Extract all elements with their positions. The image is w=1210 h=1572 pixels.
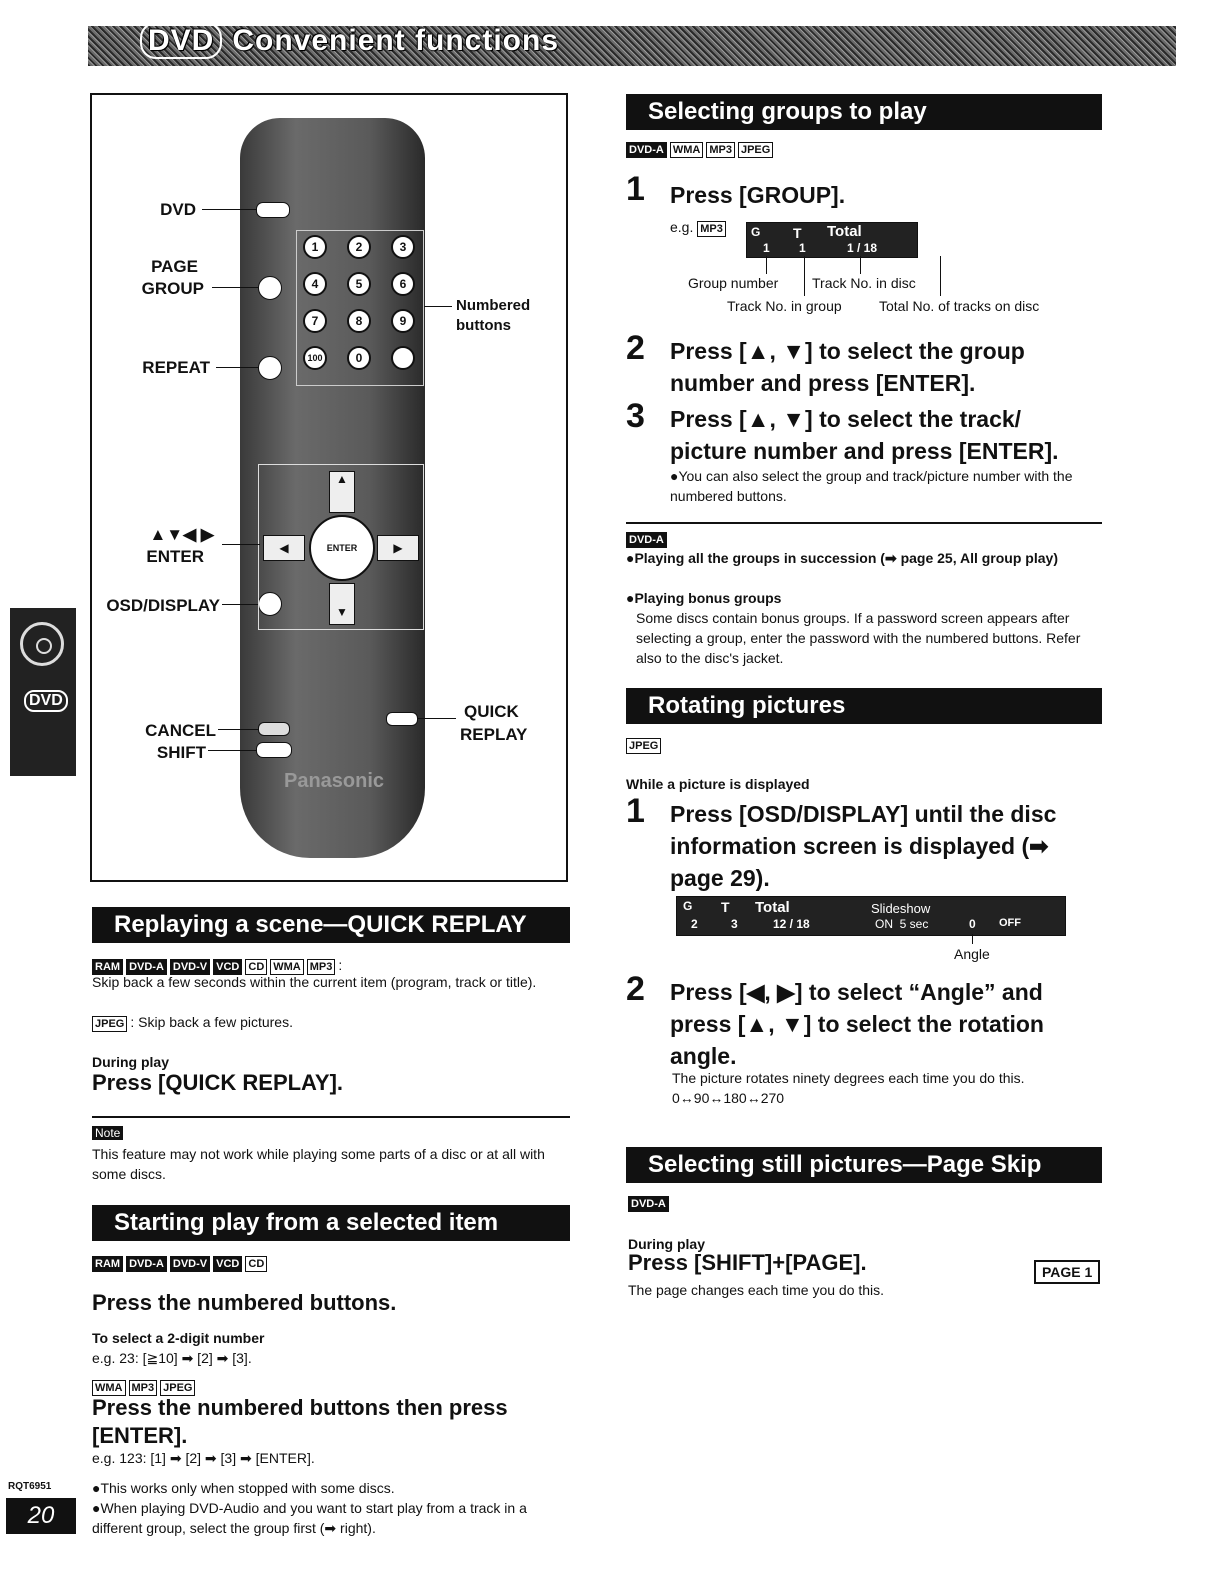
dvd-button[interactable] (256, 202, 290, 218)
number-button-5[interactable]: 5 (347, 272, 371, 296)
tag-cd: CD (245, 1256, 267, 1272)
start-play-tags (92, 1252, 270, 1272)
leader-cancel (218, 729, 258, 730)
label-numbered-2: buttons (456, 317, 511, 334)
page-skip-press: Press [SHIFT]+[PAGE]. (628, 1250, 867, 1275)
leader-track-disc (860, 256, 861, 274)
groups-step3: Press [▲, ▼] to select the track/ picture number and press [ENTER]. (670, 406, 1059, 464)
groups-eg (670, 217, 729, 237)
label-osd: OSD/DISPLAY (106, 596, 220, 615)
quick-replay-during: During play (92, 1054, 170, 1070)
leader-dvd (202, 209, 257, 210)
note-text: This feature may not work while playing some parts of a disc or at all with some discs. (92, 1146, 545, 1182)
angle-label: Angle (954, 946, 990, 962)
quick-replay-press: Press [QUICK REPLAY]. (92, 1070, 344, 1095)
tag-dvda-pageskip: DVD-A (628, 1196, 669, 1212)
leader-total (940, 256, 941, 296)
tag-ram: RAM (92, 959, 123, 975)
number-button-100[interactable]: 100 (303, 346, 327, 370)
tag-wma: WMA (270, 959, 304, 975)
label-track-group: Track No. in group (727, 298, 842, 314)
label-shift: SHIFT (156, 743, 206, 762)
number-button-8[interactable]: 8 (347, 309, 371, 333)
start-play-eg1: e.g. 23: [≧10] ➡ [2] ➡ [3]. (92, 1350, 252, 1366)
tag-vcd: VCD (213, 1256, 242, 1272)
rotate-cycle: 0↔90↔180↔270 (672, 1090, 785, 1106)
cancel-button[interactable] (258, 722, 290, 736)
group-osd-display (746, 222, 918, 258)
section-rotate-title: Rotating pictures (626, 688, 1102, 724)
up-button[interactable]: ▲ (329, 471, 355, 513)
leader-group-number (766, 256, 767, 274)
tag-mp3: MP3 (307, 959, 336, 975)
osd-angle-val: 0 (969, 917, 976, 931)
groups-divider (626, 522, 1102, 524)
disc-icon (20, 622, 64, 666)
label-cancel: CANCEL (145, 721, 216, 740)
label-numbered (456, 296, 530, 336)
label-group-number: Group number (688, 275, 779, 291)
tag-dvd-a: DVD-A (626, 142, 667, 158)
groups-step3-number: 3 (626, 397, 645, 435)
number-button-3[interactable]: 3 (391, 235, 415, 259)
down-button[interactable]: ▼ (329, 583, 355, 625)
quick-replay-desc: Skip back a few seconds within the current item (program, track or title). (92, 974, 537, 990)
label-numbered-1: Numbered (456, 297, 531, 314)
tag-mp3: MP3 (129, 1380, 158, 1396)
leader-quick (418, 718, 456, 719)
label-track-disc: Track No. in disc (812, 275, 916, 291)
rotate-while: While a picture is displayed (626, 776, 810, 792)
tag-wma: WMA (92, 1380, 126, 1396)
left-button[interactable]: ◀ (263, 535, 305, 561)
page-title-text: Convenient functions (232, 24, 560, 57)
osd-track-value: 1 (799, 241, 806, 255)
side-tab (10, 608, 76, 776)
leader-shift (208, 750, 256, 751)
page-title (140, 24, 559, 58)
leader-group (212, 287, 258, 288)
groups-step1-number: 1 (626, 170, 645, 208)
number-button-blank[interactable] (391, 346, 415, 370)
osd-total-val: 12 / 18 (773, 917, 810, 931)
divider (92, 1116, 570, 1118)
label-arrows: ▲▼◀ ▶ (149, 525, 214, 544)
label-repeat: REPEAT (142, 358, 210, 377)
start-play-bullet2: ●When playing DVD-Audio and you want to start play from a track in a different group, select the group first (➡ right). (92, 1500, 527, 1536)
disc-info-osd (676, 896, 1066, 936)
repeat-button[interactable] (258, 356, 282, 380)
leader-enter (222, 544, 260, 545)
label-quick: QUICK (464, 702, 519, 721)
eg-label: e.g. (670, 219, 694, 235)
tag-mp3: MP3 (706, 142, 735, 158)
tag-dvd-v: DVD-V (170, 1256, 210, 1272)
label-group: GROUP (141, 279, 204, 298)
label-enter: ENTER (146, 547, 204, 566)
tag-dvd-a: DVD-A (126, 1256, 167, 1272)
label-total: Total No. of tracks on disc (879, 298, 1040, 314)
note-badge: Note (92, 1126, 123, 1140)
number-button-4[interactable]: 4 (303, 272, 327, 296)
direction-pad (258, 464, 424, 630)
leader-repeat (216, 367, 258, 368)
osd-total-value: 1 / 18 (847, 241, 878, 255)
groups-tags (626, 138, 776, 158)
osd-group-value: 1 (763, 241, 770, 255)
number-button-6[interactable]: 6 (391, 272, 415, 296)
start-play-eg2: e.g. 123: [1] ➡ [2] ➡ [3] ➡ [ENTER]. (92, 1450, 315, 1466)
groups-step1: Press [GROUP]. (670, 182, 846, 208)
brand-logo: Panasonic (284, 770, 385, 792)
rotate-step2-number: 2 (626, 970, 645, 1008)
dvd-badge: DVD (140, 22, 222, 59)
tag-jpeg: JPEG (738, 142, 773, 158)
group-icon: G (751, 225, 761, 239)
leader-angle (972, 934, 973, 944)
label-replay: REPLAY (460, 725, 528, 744)
osd-slideshow-val: ON 5 sec (875, 917, 929, 931)
section-groups-title: Selecting groups to play (626, 94, 1102, 130)
tag-dvda: DVD-A (626, 532, 667, 548)
tag-ram: RAM (92, 1256, 123, 1272)
label-quick-replay (460, 700, 527, 746)
groups-step2-number: 2 (626, 329, 645, 367)
number-button-9[interactable]: 9 (391, 309, 415, 333)
number-button-1[interactable]: 1 (303, 235, 327, 259)
section-quick-replay-title: Replaying a scene—QUICK REPLAY (92, 907, 570, 943)
number-button-2[interactable]: 2 (347, 235, 371, 259)
leader-track-group (804, 256, 805, 296)
tag-jpeg: JPEG (160, 1380, 195, 1396)
start-play-press: Press the numbered buttons. (92, 1290, 397, 1315)
osd-total: Total (755, 899, 790, 916)
side-tab-label: DVD (24, 690, 68, 712)
enter-button[interactable]: ENTER (309, 515, 375, 581)
tag-jpeg-rotate: JPEG (626, 738, 661, 754)
rotate-step1-number: 1 (626, 792, 645, 830)
track-icon: T (793, 225, 802, 241)
leader-osd (222, 604, 258, 605)
model-code: RQT6951 (8, 1481, 52, 1492)
tag-cd: CD (245, 959, 267, 975)
shift-button[interactable] (256, 742, 292, 758)
start-play-bullet1: ●This works only when stopped with some discs. (92, 1480, 395, 1496)
groups-bullet2-desc: Some discs contain bonus groups. If a password screen appears after selecting a group, enter the password with the numbered buttons. Refer also to the disc's jacket. (636, 610, 1081, 666)
section-page-skip-title: Selecting still pictures—Page Skip (626, 1147, 1102, 1183)
page-display: PAGE 1 (1034, 1260, 1100, 1284)
quick-replay-tags: RAM DVD-A DVD-V VCD CD WMA MP3 : (92, 955, 342, 975)
osd-t-value: 3 (731, 917, 738, 931)
start-play-sub: To select a 2-digit number (92, 1330, 265, 1346)
groups-bullet2: ●Playing bonus groups (626, 590, 782, 606)
leader-numbered (424, 306, 452, 307)
osd-g-value: 2 (691, 917, 698, 931)
osd-off: OFF (999, 917, 1021, 929)
page-skip-during: During play (628, 1236, 706, 1252)
tag-mp3: MP3 (697, 221, 726, 237)
quick-replay-button[interactable] (386, 712, 418, 726)
groups-step3-note: ●You can also select the group and track/picture number with the numbered buttons. (670, 468, 1073, 504)
groups-bullet1: ●Playing all the groups in succession (➡ page 25, All group play) (626, 550, 1058, 566)
quick-replay-jpeg (92, 1012, 293, 1032)
tag-dvd-v: DVD-V (170, 959, 210, 975)
page-skip-desc: The page changes each time you do this. (628, 1282, 885, 1298)
label-page: PAGE (151, 257, 198, 276)
osd-group-icon: G (683, 899, 693, 913)
start-play-press2: Press the numbered buttons then press [ENTER]. (92, 1395, 508, 1448)
rotate-step2: Press [◀, ▶] to select “Angle” and press [▲, ▼] to select the rotation angle. (670, 979, 1044, 1069)
osd-total-label: Total (827, 223, 862, 240)
osd-slideshow: Slideshow (871, 901, 931, 916)
osd-track-icon: T (721, 899, 730, 915)
rotate-step1: Press [OSD/DISPLAY] until the disc information screen is displayed (➡ page 29). (670, 801, 1057, 891)
section-start-play-title: Starting play from a selected item (92, 1205, 570, 1241)
start-play-tags2 (92, 1376, 198, 1396)
group-button[interactable] (258, 276, 282, 300)
right-button[interactable]: ▶ (377, 535, 419, 561)
number-button-0[interactable]: 0 (347, 346, 371, 370)
tag-dvd-a: DVD-A (126, 959, 167, 975)
tag-wma: WMA (670, 142, 704, 158)
rotate-desc: The picture rotates ninety degrees each time you do this. (672, 1070, 1025, 1086)
numbered-buttons-group (296, 230, 424, 386)
tag-jpeg: JPEG (92, 1016, 127, 1032)
jpeg-desc: : Skip back a few pictures. (130, 1014, 293, 1030)
number-button-7[interactable]: 7 (303, 309, 327, 333)
tag-vcd: VCD (213, 959, 242, 975)
label-dvd: DVD (160, 200, 196, 219)
page-number: 20 (6, 1498, 76, 1534)
groups-step2: Press [▲, ▼] to select the group number and press [ENTER]. (670, 338, 1025, 396)
